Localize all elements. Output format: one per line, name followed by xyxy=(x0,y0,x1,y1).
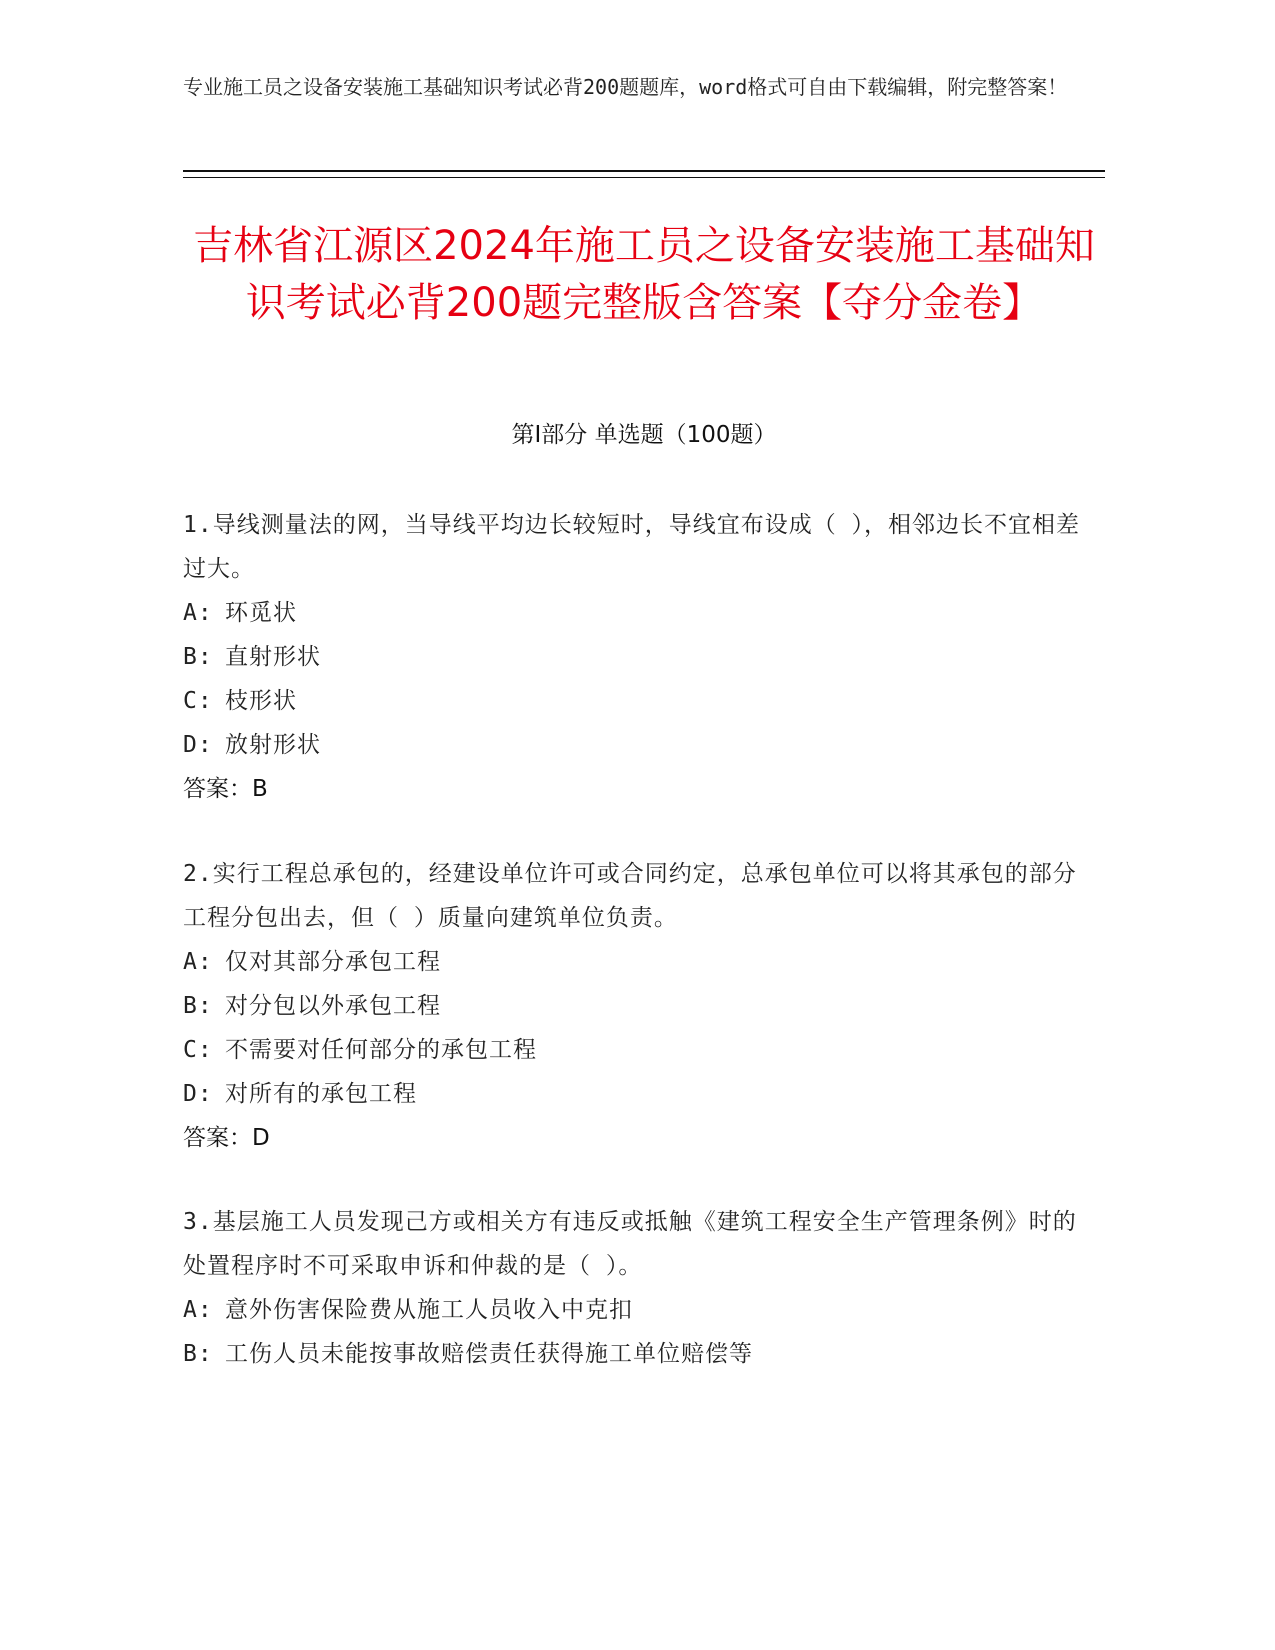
option-d xyxy=(183,1072,1083,1116)
option-key: C: xyxy=(183,688,213,714)
option-c xyxy=(183,1028,1083,1072)
option-key: A: xyxy=(183,949,213,975)
option-key: B: xyxy=(183,993,213,1019)
option-b xyxy=(183,635,1083,679)
question-stem: 1.导线测量法的网，当导线平均边长较短时，导线宜布设成（ ），相邻边长不宜相差过大。 xyxy=(183,512,1081,582)
option-text: 意外伤害保险费从施工人员收入中克扣 xyxy=(225,1297,633,1323)
option-c xyxy=(183,679,1083,723)
option-a xyxy=(183,1288,1083,1332)
option-key: B: xyxy=(183,1341,213,1367)
option-text: 对分包以外承包工程 xyxy=(225,993,441,1019)
option-key: C: xyxy=(183,1037,213,1063)
header-note: 专业施工员之设备安装施工基础知识考试必背200题题库，word格式可自由下载编辑，附完整答案！ xyxy=(183,75,1068,99)
option-key: D: xyxy=(183,732,213,758)
document-title: 吉林省江源区2024年施工员之设备安装施工基础知识考试必背200题完整版含答案【夺分金卷】 xyxy=(193,223,1095,326)
option-key: A: xyxy=(183,1297,213,1323)
answer-label: 答案：B xyxy=(183,776,268,802)
option-text: 直射形状 xyxy=(225,644,321,670)
question-2 xyxy=(183,852,1083,1160)
option-key: B: xyxy=(183,644,213,670)
option-key: D: xyxy=(183,1081,213,1107)
question-1 xyxy=(183,503,1083,811)
section-title: 第I部分 单选题（100题） xyxy=(511,422,777,448)
option-text: 环觅状 xyxy=(225,600,297,626)
option-text: 不需要对任何部分的承包工程 xyxy=(225,1037,537,1063)
answer-label: 答案：D xyxy=(183,1125,270,1151)
option-b xyxy=(183,984,1083,1028)
question-stem: 3.基层施工人员发现己方或相关方有违反或抵触《建筑工程安全生产管理条例》时的处置程序时不可采取申诉和仲裁的是（ ）。 xyxy=(183,1209,1077,1279)
option-key: A: xyxy=(183,600,213,626)
option-text: 放射形状 xyxy=(225,732,321,758)
option-a xyxy=(183,591,1083,635)
option-text: 枝形状 xyxy=(225,688,297,714)
option-text: 工伤人员未能按事故赔偿责任获得施工单位赔偿等 xyxy=(225,1341,753,1367)
option-text: 仅对其部分承包工程 xyxy=(225,949,441,975)
header-divider-thin xyxy=(183,177,1105,178)
option-text: 对所有的承包工程 xyxy=(225,1081,417,1107)
question-stem: 2.实行工程总承包的，经建设单位许可或合同约定，总承包单位可以将其承包的部分工程分包出去，但（ ）质量向建筑单位负责。 xyxy=(183,861,1077,931)
question-3 xyxy=(183,1200,1083,1376)
option-a xyxy=(183,940,1083,984)
header-divider-thick xyxy=(183,170,1105,172)
option-b xyxy=(183,1332,1083,1376)
option-d xyxy=(183,723,1083,767)
